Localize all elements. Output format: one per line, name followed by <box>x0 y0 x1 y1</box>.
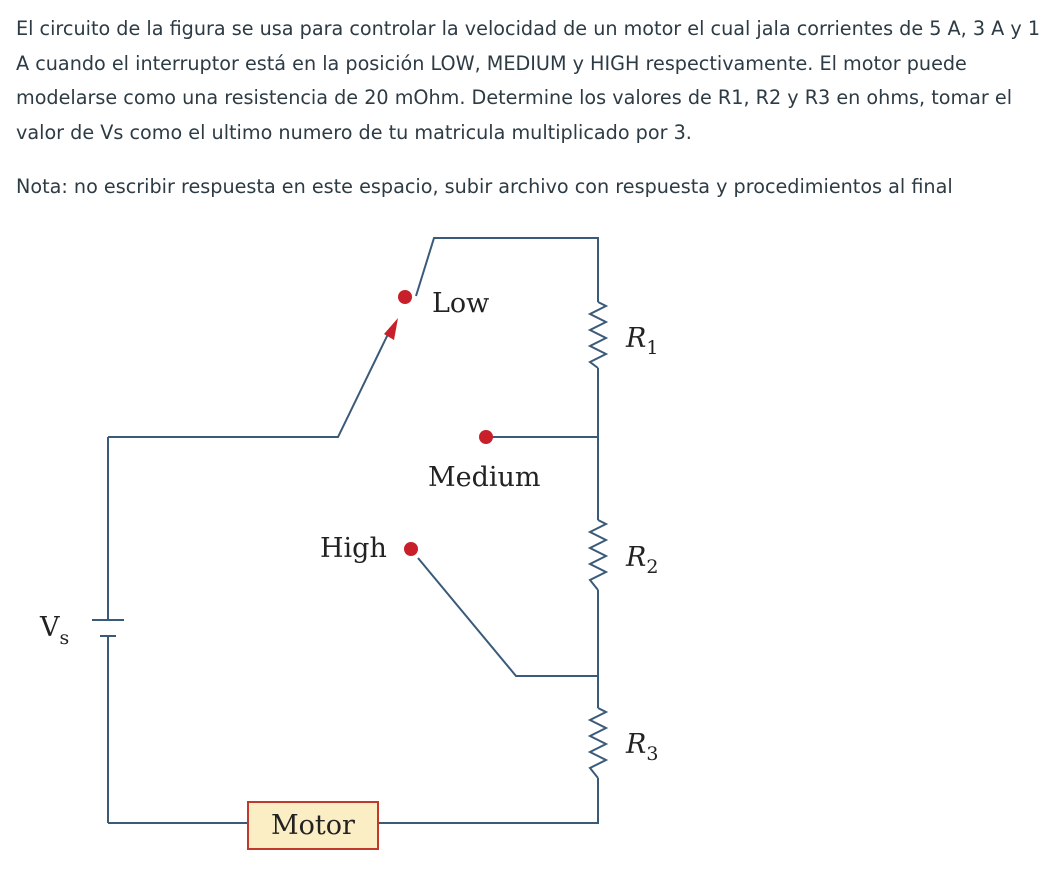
problem-note: Nota: no escribir respuesta en este espacio, subir archivo con respuesta y procedimientos al final <box>16 175 953 198</box>
motor-label: Motor <box>271 810 355 841</box>
wire-bottom-right <box>378 778 598 823</box>
wire-high-tap <box>418 558 598 676</box>
contact-low <box>398 290 412 304</box>
label-r3: $R_3$ <box>626 729 659 765</box>
label-r2: $R_2$ <box>626 542 659 578</box>
label-medium: Medium <box>428 462 541 493</box>
resistor-r2 <box>590 520 606 590</box>
contact-medium <box>479 430 493 444</box>
switch-arm <box>108 330 390 437</box>
circuit-diagram <box>0 220 1058 877</box>
label-low: Low <box>432 288 490 319</box>
label-vs: $V_s$ <box>40 612 70 649</box>
resistor-r3 <box>590 708 606 778</box>
contact-high <box>404 542 418 556</box>
resistor-r1 <box>590 302 606 368</box>
label-high: High <box>320 533 387 564</box>
label-r1: $R_1$ <box>626 323 659 359</box>
problem-statement: El circuito de la figura se usa para controlar la velocidad de un motor el cual jala corrientes de 5 A, 3 A y 1 A cuando el interruptor está en la posición LOW, MEDIUM y HIGH respectivamente. El motor puede modelarse como una resistencia de 20 mOhm. Determine los valores de R1, R2 y R3 en ohms, tomar el valor de Vs como el ultimo numero de tu matricula multiplicado por 3. <box>16 17 1041 144</box>
